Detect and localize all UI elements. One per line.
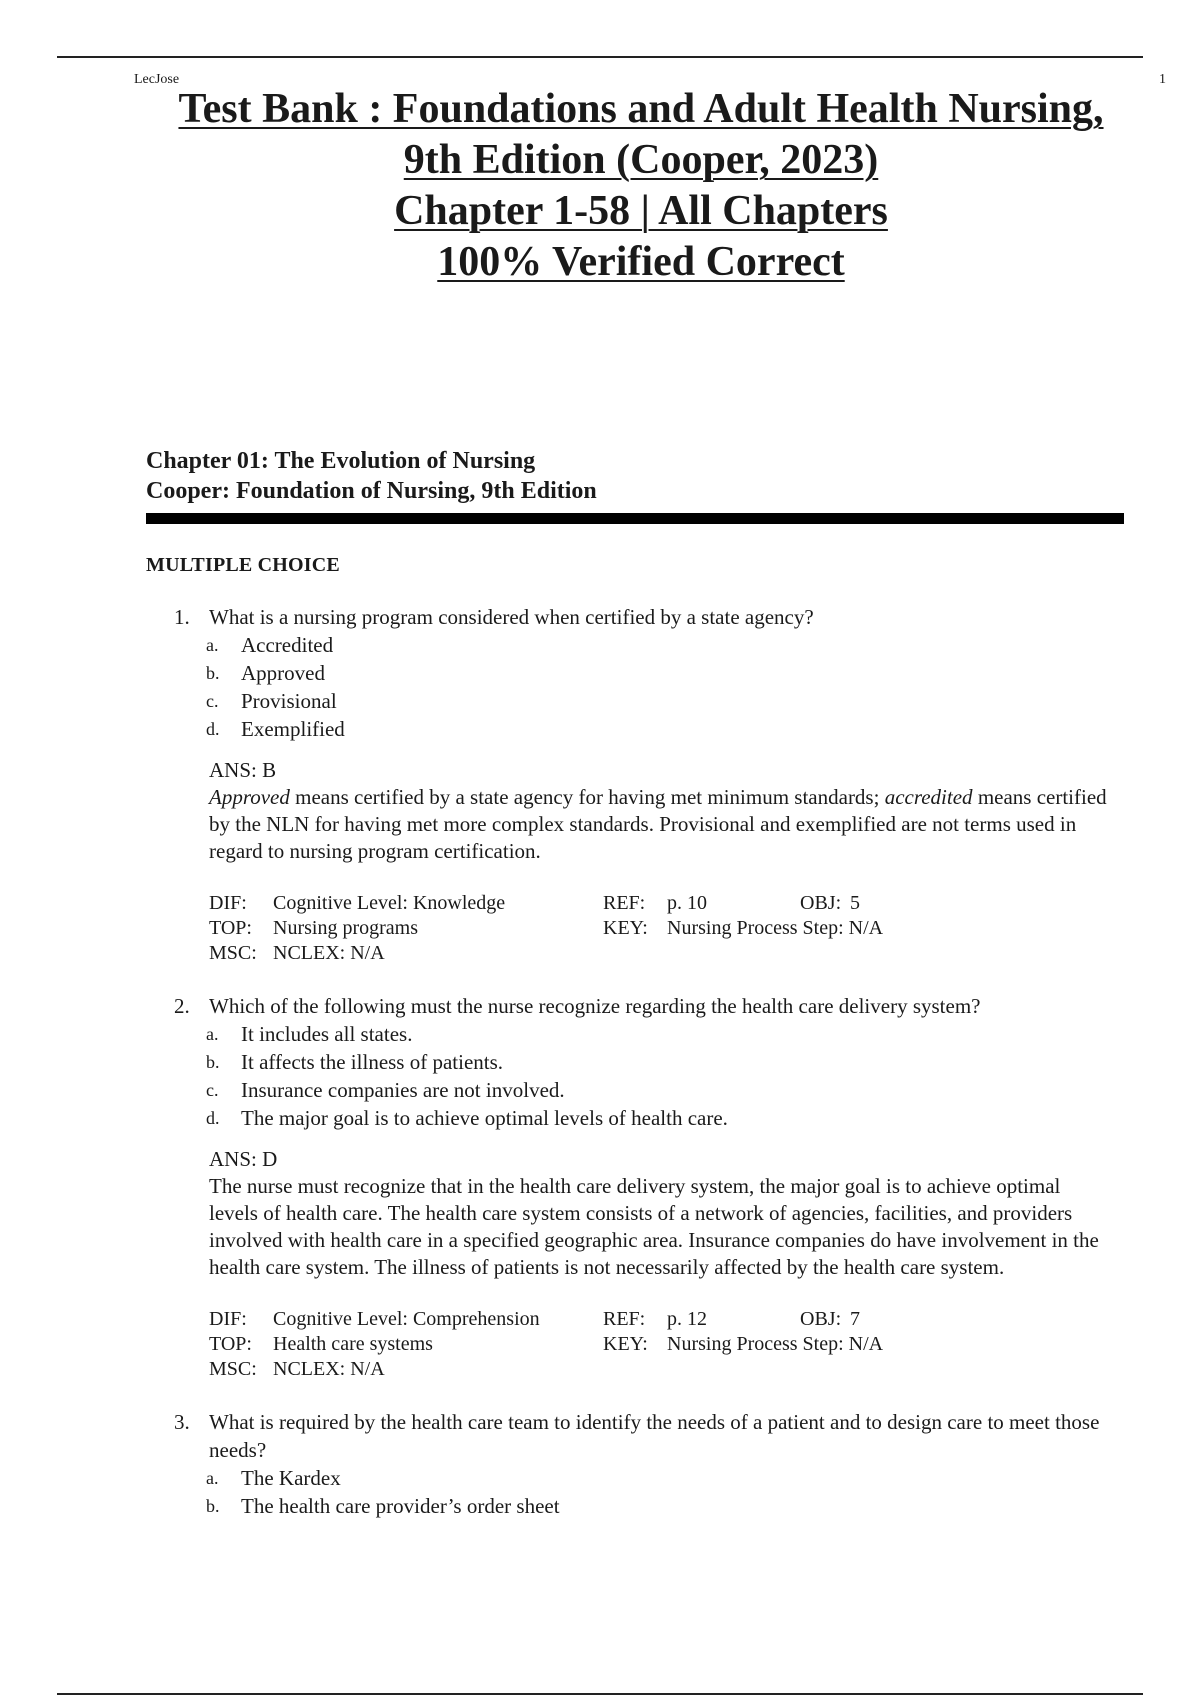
ref-label: REF: <box>603 892 646 914</box>
option-d <box>146 715 1136 743</box>
option-letter: a. <box>206 1468 219 1488</box>
option-letter: a. <box>206 1024 219 1044</box>
option-b <box>146 659 1136 687</box>
dif-label: DIF: <box>209 892 247 914</box>
obj-label: OBJ: <box>800 892 842 914</box>
answer-block <box>146 1146 1136 1281</box>
question-number: 3. <box>174 1410 190 1434</box>
msc-value: NCLEX: N/A <box>273 1358 385 1380</box>
top-value: Nursing programs <box>273 917 418 939</box>
option-letter: c. <box>206 691 219 711</box>
option-c <box>146 687 1136 715</box>
rationale-emphasis: Approved <box>209 785 290 809</box>
key-label: KEY: <box>603 917 648 939</box>
top-rule <box>57 56 1143 58</box>
ref-label: REF: <box>603 1308 646 1330</box>
question-3 <box>146 1408 1136 1520</box>
title-line-4: 100% Verified Correct <box>437 239 845 285</box>
option-letter: b. <box>206 1052 220 1072</box>
question-text: What is required by the health care team to identify the needs of a patient and to design care to meet those needs? <box>209 1410 1100 1462</box>
meta-row <box>209 941 1136 966</box>
obj-label: OBJ: <box>800 1308 842 1330</box>
meta-row <box>209 1307 1136 1332</box>
question-1 <box>146 603 1136 966</box>
msc-label: MSC: <box>209 942 257 964</box>
rationale <box>209 784 1109 865</box>
bottom-rule <box>57 1693 1143 1695</box>
option-list <box>146 631 1136 743</box>
rationale-text: means certified by the NLN for having met more complex standards. Provisional and exemplified are not terms used in regard to nursing program certification. <box>209 785 1107 863</box>
option-text: Insurance companies are not involved. <box>241 1078 565 1102</box>
question-number: 2. <box>174 994 190 1018</box>
document-title <box>146 84 1136 288</box>
meta-row <box>209 1357 1136 1382</box>
question-2 <box>146 992 1136 1382</box>
document-page <box>134 70 1166 1520</box>
top-label: TOP: <box>209 1333 252 1355</box>
option-text: Exemplified <box>241 717 345 741</box>
question-stem <box>146 992 1136 1020</box>
author-name: LecJose <box>134 72 180 87</box>
dif-value: Cognitive Level: Knowledge <box>273 892 506 914</box>
question-text: What is a nursing program considered when certified by a state agency? <box>209 605 814 629</box>
chapter-heading-block <box>146 446 1136 506</box>
option-letter: c. <box>206 1080 219 1100</box>
option-text: It includes all states. <box>241 1022 413 1046</box>
question-stem <box>146 603 1136 631</box>
question-metadata <box>146 1307 1136 1382</box>
question-metadata <box>146 891 1136 966</box>
msc-value: NCLEX: N/A <box>273 942 385 964</box>
chapter-heading: Chapter 01: The Evolution of Nursing <box>146 448 536 474</box>
meta-row <box>209 916 1136 941</box>
option-text: Approved <box>241 661 325 685</box>
option-text: The health care provider’s order sheet <box>241 1494 560 1518</box>
option-letter: b. <box>206 663 220 683</box>
option-letter: d. <box>206 719 220 739</box>
dif-label: DIF: <box>209 1308 247 1330</box>
question-stem <box>146 1408 1136 1464</box>
dif-value: Cognitive Level: Comprehension <box>273 1308 540 1330</box>
option-list <box>146 1020 1136 1132</box>
top-label: TOP: <box>209 917 252 939</box>
option-text: The Kardex <box>241 1466 341 1490</box>
option-letter: a. <box>206 635 219 655</box>
option-a <box>146 1020 1136 1048</box>
key-value: Nursing Process Step: N/A <box>667 917 884 939</box>
option-b <box>146 1048 1136 1076</box>
option-a <box>146 1464 1136 1492</box>
msc-label: MSC: <box>209 1358 257 1380</box>
ref-value: p. 10 <box>667 892 707 914</box>
option-list <box>146 1464 1136 1520</box>
meta-row <box>209 891 1136 916</box>
rationale-text: means certified by a state agency for having met minimum standards; <box>289 785 885 809</box>
answer-key: ANS: D <box>209 1147 278 1171</box>
rationale-emphasis: accredited <box>884 785 973 809</box>
question-text: Which of the following must the nurse recognize regarding the health care delivery system? <box>209 994 981 1018</box>
ref-value: p. 12 <box>667 1308 707 1330</box>
answer-key: ANS: B <box>209 758 277 782</box>
option-text: Accredited <box>241 633 334 657</box>
obj-value: 7 <box>850 1308 860 1330</box>
key-label: KEY: <box>603 1333 648 1355</box>
rationale: The nurse must recognize that in the health care delivery system, the major goal is to achieve optimal levels of health care. The health care system consists of a network of agencies, facilities, and providers involved with health care in a specified geographic area. Insurance companies do have involvement in the health care system. The illness of patients is not necessarily affected by the health care system. <box>209 1174 1099 1279</box>
obj-value: 5 <box>850 892 860 914</box>
chapter-subheading: Cooper: Foundation of Nursing, 9th Edition <box>146 478 597 504</box>
question-number: 1. <box>174 605 190 629</box>
option-text: It affects the illness of patients. <box>241 1050 504 1074</box>
chapter-divider <box>146 513 1124 524</box>
title-line-1: Test Bank : Foundations and Adult Health Nursing, <box>178 86 1104 132</box>
top-value: Health care systems <box>273 1333 433 1355</box>
title-line-2: 9th Edition (Cooper, 2023) <box>403 137 879 183</box>
option-text: Provisional <box>241 689 337 713</box>
meta-row <box>209 1332 1136 1357</box>
answer-block <box>146 757 1136 865</box>
page-number: 1 <box>1159 72 1166 87</box>
option-letter: b. <box>206 1496 220 1516</box>
title-line-3: Chapter 1-58 | All Chapters <box>394 188 888 234</box>
running-header <box>134 70 1166 88</box>
option-d <box>146 1104 1136 1132</box>
option-b <box>146 1492 1136 1520</box>
section-label: MULTIPLE CHOICE <box>146 554 340 576</box>
option-letter: d. <box>206 1108 220 1128</box>
option-c <box>146 1076 1136 1104</box>
option-a <box>146 631 1136 659</box>
option-text: The major goal is to achieve optimal levels of health care. <box>241 1106 728 1130</box>
key-value: Nursing Process Step: N/A <box>667 1333 884 1355</box>
